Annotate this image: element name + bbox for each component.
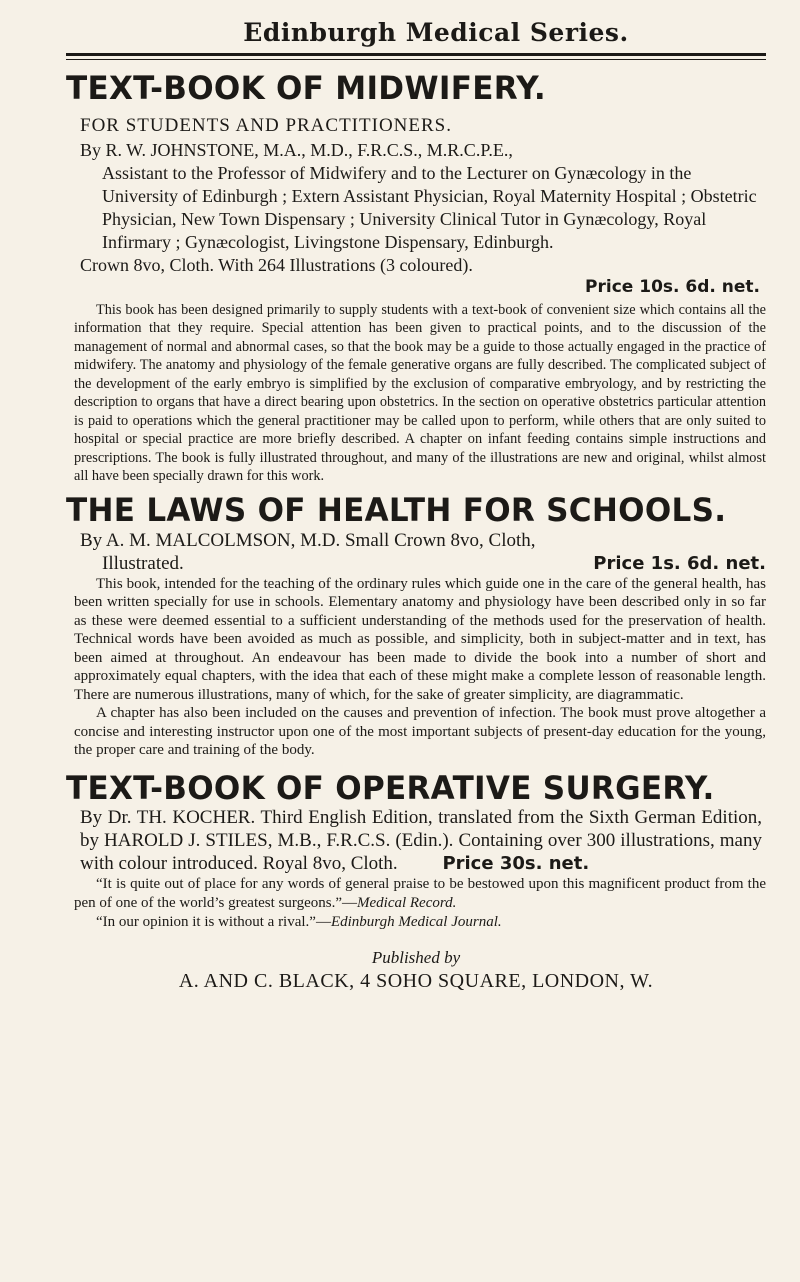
book-description: This book, intended for the teaching of the ordinary rules which guide one in the care of the general health, has been written specially for use in schools. Elementary anatomy and physiology have been described only in so far as these were deemed essential to a sufficient understanding of the methods used for the preservation of health. Technical words have been avoided as much as possible, and simplicity, both in subject-matter and in text, has been aimed at throughout. An endeavour has been made to divide the book into a number of short and approximately equal chapters, with the idea that each of these might make a complete lesson of reasonable length. There are numerous illustrations, many of which, for the sake of greater simplicity, are diagrammatic. xyxy=(74,575,766,703)
book-midwifery xyxy=(66,70,766,486)
book-description-2: A chapter has also been included on the causes and prevention of infection. The book must prove altogether a concise and interesting instructor upon one of the most important subjects of present-day education for the young, the proper care and training of the body. xyxy=(74,705,766,759)
double-rule-top xyxy=(66,53,766,56)
advertisement-page xyxy=(66,18,766,993)
review-quote xyxy=(74,875,766,913)
book-binding: Crown 8vo, Cloth. With 264 Illustrations (3 coloured). xyxy=(80,254,473,275)
book-binding: Illustrated. xyxy=(102,552,184,574)
book-subtitle: FOR STUDENTS AND PRACTITIONERS. xyxy=(80,114,452,136)
book-title: THE LAWS OF HEALTH FOR SCHOOLS. xyxy=(66,490,727,529)
book-binding-row xyxy=(80,552,766,575)
published-by: Published by xyxy=(371,948,461,968)
quote-text: “In our opinion it is without a rival.”— xyxy=(96,914,331,931)
book-author xyxy=(80,139,766,254)
book-title: TEXT-BOOK OF MIDWIFERY. xyxy=(66,69,546,107)
quote-source: Edinburgh Medical Journal. xyxy=(330,914,502,931)
book-price: Price 30s. net. xyxy=(442,853,590,875)
book-description: This book has been designed primarily to supply students with a text-book of convenient size which contains all the information that they require. Special attention has been given to practical points, and to the discussion of the management of normal and abnormal cases, so that the book may be a guide to those actually engaged in the practice of midwifery. The anatomy and physiology of the female generative organs are fully described. The complicated subject of the development of the early embryo is simplified by the exclusion of comparative embryology, and by restricting the description to organs that have a direct bearing upon obstetrics. In the section on operative obstetrics particular attention is paid to operations which the general practitioner may be called upon to perform, while others that are only suited to hospital or special practice are more briefly described. A chapter on infant feeding contains simple instructions and prescriptions. The book is fully illustrated throughout, and many of the illustrations are new and original, whilst almost all have been specially drawn for this work. xyxy=(74,301,766,485)
series-title: Edinburgh Medical Series. xyxy=(243,18,629,47)
book-price: Price 1s. 6d. net. xyxy=(593,552,766,574)
quote-source: Medical Record. xyxy=(357,895,457,912)
book-author: By A. M. MALCOLMSON, M.D. Small Crown 8vo, Cloth, xyxy=(80,529,536,551)
book-author xyxy=(80,806,762,875)
book-operative-surgery xyxy=(66,770,766,933)
author-line: By Dr. TH. KOCHER. Third English Edition, translated from the Sixth German Edition, by HAROLD J. STILES, M.B., F.R.C.S. (Edin.). Containing over 300 illustrations, many with colour introduced. Royal 8vo, Cloth. xyxy=(80,807,762,875)
review-quote xyxy=(74,913,766,932)
book-laws-of-health xyxy=(66,492,766,760)
book-title: TEXT-BOOK OF OPERATIVE SURGERY. xyxy=(66,768,715,807)
author-line: By R. W. JOHNSTONE, M.A., M.D., F.R.C.S., M.R.C.P.E., xyxy=(80,139,513,160)
quote-text: “It is quite out of place for any words of general praise to be bestowed upon this magnificent product from the pen of one of the world’s greatest surgeons.”— xyxy=(74,876,766,912)
book-price: Price 10s. 6d. net. xyxy=(585,276,760,297)
author-details: Assistant to the Professor of Midwifery and to the Lecturer on Gynæcology in the University of Edinburgh ; Extern Assistant Physician, Royal Maternity Hospital ; Obstetric Physician, New Town Dispensary ; University Clinical Tutor in Gynæcology, Royal Infirmary ; Gynæcologist, Livingstone Dispensary, Edinburgh. xyxy=(102,162,757,252)
publisher-imprint: A. AND C. BLACK, 4 SOHO SQUARE, LONDON, W. xyxy=(178,970,654,993)
